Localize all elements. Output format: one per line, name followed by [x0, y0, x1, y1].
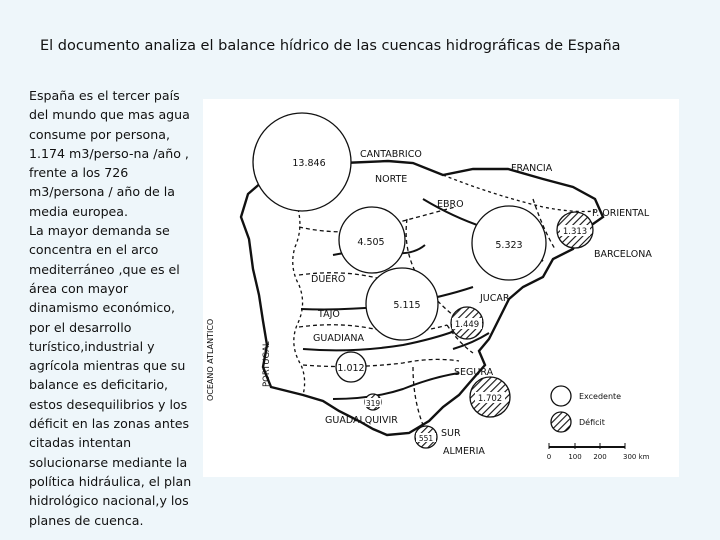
legend-deficit-swatch	[551, 412, 571, 432]
label-cantabrico: CANTABRICO	[360, 149, 422, 160]
legend	[551, 386, 621, 432]
value-guadalquivir: 319	[365, 399, 381, 408]
value-ebro: 5.323	[495, 240, 523, 251]
scale-tick-0: 0	[546, 453, 552, 461]
scale-bar	[547, 443, 650, 461]
value-jucar: 1.449	[454, 320, 480, 330]
paragraph-demand: La mayor demanda se concentra en el arco mediterráneo ,que es el área con mayor dinamismo económico, por el desarrollo turístico,industrial y agrícola mientras que su balance es deficitario, estos desequilibrios y los déficit en las zonas antes citadas intentan solucionarse mediante la política hidráulica, el plan hidrológico nacional,y los planes de cuenca.	[29, 223, 192, 528]
french-border	[443, 175, 595, 212]
legend-deficit-label: Déficit	[579, 418, 605, 427]
label-barcelona: BARCELONA	[594, 249, 652, 260]
label-jucar: JUCAR	[480, 293, 510, 304]
label-oceano: OCEANO ATLANTICO	[206, 318, 215, 401]
label-guadalquivir: GUADALQUIVIR	[325, 415, 398, 426]
label-sur: SUR	[441, 428, 461, 439]
map-figure	[203, 99, 679, 477]
water-balance-map	[203, 99, 679, 477]
value-guadiana: 1.012	[337, 363, 365, 374]
value-segura: 1.702	[477, 394, 503, 404]
label-p-oriental: P. ORIENTAL	[592, 208, 650, 219]
scale-tick-300: 300 km	[623, 453, 650, 461]
legend-surplus-swatch	[551, 386, 571, 406]
body-text	[29, 86, 199, 530]
value-p-oriental: 1.313	[562, 227, 588, 237]
label-norte: NORTE	[375, 174, 408, 185]
paragraph-consumption: España es el tercer país del mundo que mas agua consume por persona, 1.174 m3/perso-na /año , frente a los 726 m3/persona / año de la media europea.	[29, 88, 190, 219]
slide-title: El documento analiza el balance hídrico de las cuencas hidrográficas de España	[40, 38, 621, 54]
legend-surplus-label: Excedente	[579, 392, 622, 401]
value-duero: 4.505	[357, 237, 385, 248]
value-sur: 551	[418, 434, 434, 443]
label-duero: DUERO	[311, 274, 346, 285]
label-guadiana: GUADIANA	[313, 333, 365, 344]
scale-tick-200: 200	[593, 453, 607, 461]
label-segura: SEGURA	[454, 367, 494, 378]
label-francia: FRANCIA	[511, 163, 553, 174]
scale-tick-100: 100	[568, 453, 582, 461]
value-tajo: 5.115	[393, 300, 421, 311]
label-portugal: PORTUGAL	[262, 341, 272, 387]
label-tajo: TAJO	[318, 309, 340, 320]
portugal-border	[293, 209, 305, 395]
label-almeria: ALMERIA	[443, 446, 485, 457]
label-ebro: EBRO	[437, 199, 464, 210]
value-norte: 13.846	[292, 158, 326, 169]
